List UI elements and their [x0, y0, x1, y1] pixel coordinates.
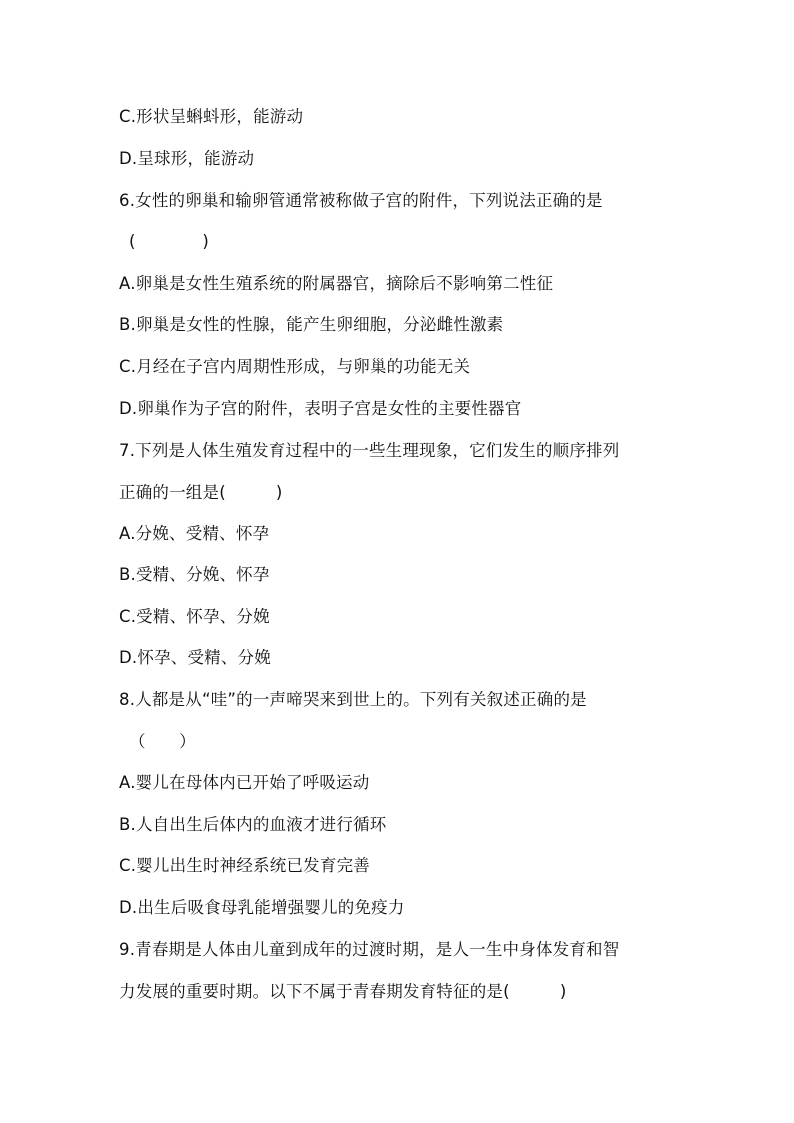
option-7d: D.怀孕、受精、分娩: [119, 648, 271, 667]
option-6b: B.卵巢是女性的性腺，能产生卵细胞，分泌雌性激素: [119, 315, 504, 334]
option-6d: D.卵巢作为子宫的附件，表明子宫是女性的主要性器官: [119, 399, 522, 418]
option-8a: A.婴儿在母体内已开始了呼吸运动: [119, 773, 370, 792]
question-8-answer-blank: （ ）: [129, 732, 196, 751]
option-8c: C.婴儿出生时神经系统已发育完善: [119, 856, 370, 875]
question-8-stem: 8.人都是从“哇”的一声啼哭来到世上的。下列有关叙述正确的是: [119, 690, 587, 709]
option-8b: B.人自出生后体内的血液才进行循环: [119, 815, 387, 834]
question-7-stem: 7.下列是人体生殖发育过程中的一些生理现象，它们发生的顺序排列: [119, 441, 620, 460]
question-9-stem: 9.青春期是人体由儿童到成年的过渡时期，是人一生中身体发育和智: [119, 940, 620, 959]
option-5d: D.呈球形，能游动: [119, 149, 255, 168]
option-7b: B.受精、分娩、怀孕: [119, 565, 270, 584]
option-7c: C.受精、怀孕、分娩: [119, 607, 270, 626]
option-6c: C.月经在子宫内周期性形成，与卵巢的功能无关: [119, 357, 471, 376]
option-6a: A.卵巢是女性生殖系统的附属器官，摘除后不影响第二性征: [119, 274, 554, 293]
question-7-stem-continued: 正确的一组是( ): [119, 483, 283, 502]
question-6-stem: 6.女性的卵巢和输卵管通常被称做子宫的附件，下列说法正确的是: [119, 191, 603, 210]
question-6-answer-blank: ( ): [129, 232, 210, 251]
option-8d: D.出生后吸食母乳能增强婴儿的免疫力: [119, 898, 405, 917]
option-7a: A.分娩、受精、怀孕: [119, 524, 270, 543]
option-5c: C.形状呈蝌蚪形，能游动: [119, 107, 304, 126]
question-9-stem-continued: 力发展的重要时期。以下不属于青春期发育特征的是( ): [119, 982, 567, 1001]
